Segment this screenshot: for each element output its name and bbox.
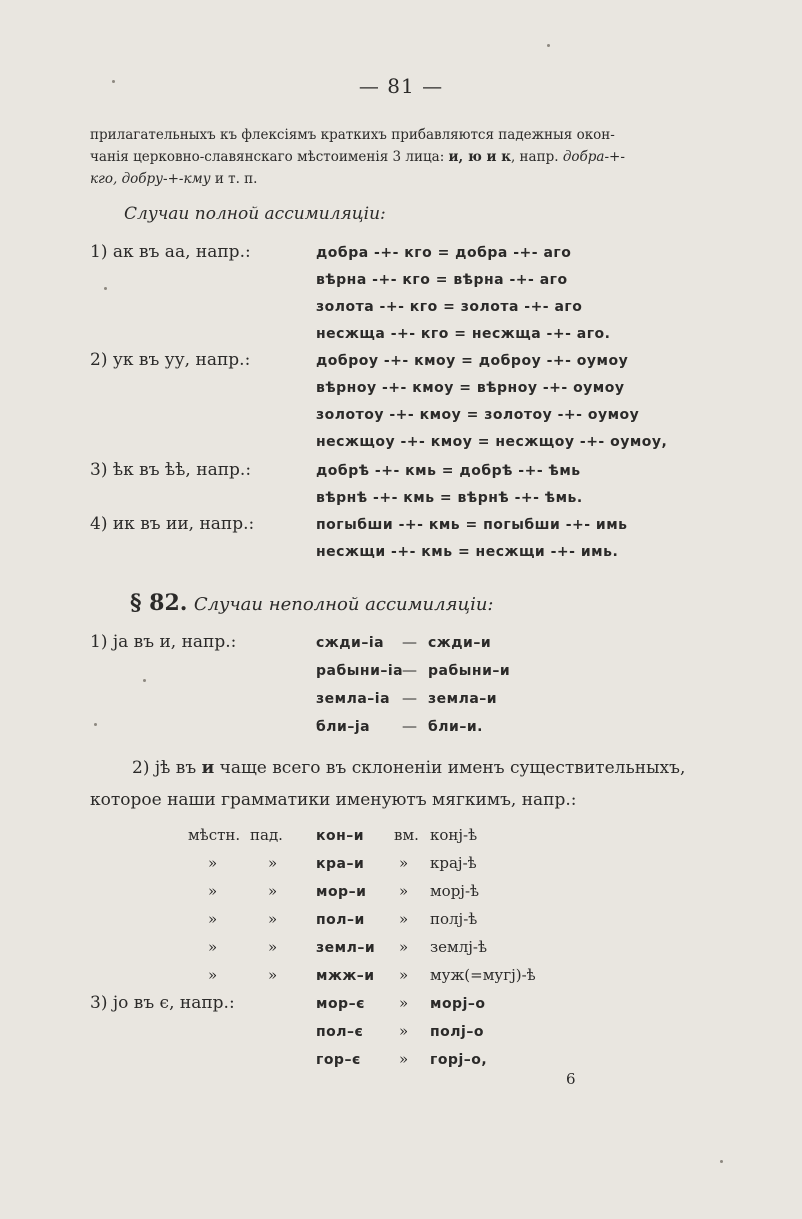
example-line: несжщоу -+- кмоу = несжщоу -+- оумоу, (316, 434, 668, 450)
table-cell: » (208, 910, 218, 928)
table-cell: » (268, 938, 278, 956)
group3-ditto: » (399, 1050, 409, 1068)
group3-right: полј–о (430, 1024, 484, 1040)
section-title: Случаи неполной ассимиляціи: (193, 594, 494, 615)
group3-right: горј–о, (430, 1052, 488, 1068)
example-line: вѣрнѣ -+- кмь = вѣрнѣ -+- ѣмь. (316, 490, 583, 506)
paragraph-2 (90, 752, 702, 816)
partial-left: рабыни–ia (316, 663, 404, 679)
table-cell: кон–и (316, 828, 365, 844)
table-cell: » (399, 882, 409, 900)
intro-example-1: добра-+- (562, 149, 625, 165)
group3-left: мор–є (316, 996, 365, 1012)
table-cell: » (399, 910, 409, 928)
sheet-signature: 6 (566, 1070, 576, 1088)
table-cell: мор–и (316, 884, 367, 900)
table-cell: » (208, 854, 218, 872)
table-cell: морј-ѣ (430, 882, 480, 900)
example-line: добра -+- кго = добра -+- аго (316, 245, 572, 261)
intro-text-4: и т. п. (210, 171, 258, 187)
group3-left: пол–є (316, 1024, 364, 1040)
example-line: несжща -+- кго = несжща -+- аго. (316, 326, 611, 342)
intro-text-1: прилагательныхъ къ флексіямъ краткихъ прибавляются падежныя окон- (90, 127, 615, 143)
paper-speck (112, 80, 115, 83)
table-cell: землј-ѣ (430, 938, 488, 956)
example-line: доброу -+- кмоу = доброу -+- оумоу (316, 353, 629, 369)
example-line: вѣрна -+- кго = вѣрна -+- аго (316, 272, 568, 288)
table-cell: » (399, 966, 409, 984)
intro-paragraph (90, 124, 702, 190)
para2-text-1: 2) јѣ въ (132, 758, 202, 778)
intro-example-1b: кго, (90, 171, 122, 187)
table-cell: » (268, 882, 278, 900)
partial-group-3-label: 3) јо въ є, напр.: (90, 993, 235, 1013)
intro-forms: и, ю и к (448, 149, 511, 165)
table-cell: пол–и (316, 912, 365, 928)
example-line: золотоу -+- кмоу = золотоу -+- оумоу (316, 407, 640, 423)
table-cell: » (208, 882, 218, 900)
example-line: добрѣ -+- кмь = добрѣ -+- ѣмь (316, 463, 581, 479)
partial-dash: — (402, 717, 417, 735)
paper-speck (720, 1160, 723, 1163)
group-4-label: 4) ик въ ии, напр.: (90, 514, 255, 534)
group3-right: морј–о (430, 996, 486, 1012)
group-2-label: 2) ук въ уу, напр.: (90, 350, 251, 370)
para2-bold: и (201, 758, 215, 778)
partial-dash: — (402, 633, 417, 651)
table-cell: вм. (394, 826, 419, 844)
partial-right: бли–и. (428, 719, 483, 735)
paper-speck (94, 723, 97, 726)
page-number: — 81 — (358, 74, 444, 98)
table-cell: полј-ѣ (430, 910, 478, 928)
table-cell: » (208, 938, 218, 956)
partial-right: земла–и (428, 691, 498, 707)
section-82-heading (130, 590, 494, 616)
intro-text-3: , напр. (510, 149, 563, 165)
table-cell: » (268, 854, 278, 872)
group-1-label: 1) ак въ аа, напр.: (90, 242, 251, 262)
full-assimilation-heading: Случаи полной ассимиляціи: (124, 204, 386, 224)
example-line: погыбши -+- кмь = погыбши -+- имь (316, 517, 628, 533)
table-cell: мѣстн. (188, 826, 241, 844)
group3-ditto: » (399, 994, 409, 1012)
table-cell: » (268, 966, 278, 984)
partial-dash: — (402, 689, 417, 707)
para2-text-2: чаще всего въ склоненіи именъ существительныхъ, которое наши грамматики именуютъ мягкимъ, напр.: (90, 758, 686, 810)
partial-left: земла–ia (316, 691, 391, 707)
paper-speck (547, 44, 550, 47)
table-cell: » (268, 910, 278, 928)
group3-left: гор–є (316, 1052, 361, 1068)
paper-speck (104, 287, 107, 290)
partial-right: рабыни–и (428, 663, 511, 679)
table-cell: земл–и (316, 940, 376, 956)
table-cell: конј-ѣ (430, 826, 478, 844)
partial-left: сжди–ia (316, 635, 385, 651)
section-number: § 82. (130, 590, 188, 616)
table-cell: кра–и (316, 856, 365, 872)
partial-left: бли–ja (316, 719, 371, 735)
partial-group-1-label: 1) ја въ и, напр.: (90, 632, 237, 652)
table-cell: муж(=мугј)-ѣ (430, 966, 536, 984)
intro-text-2: чанія церковно-славянскаго мѣстоименія 3 лица: (90, 149, 449, 165)
partial-right: сжди–и (428, 635, 492, 651)
paper-speck (143, 679, 146, 682)
table-cell: крај-ѣ (430, 854, 477, 872)
example-line: вѣрноу -+- кмоу = вѣрноу -+- оумоу (316, 380, 625, 396)
intro-example-2: добру-+-кму (121, 171, 211, 187)
table-cell: » (399, 938, 409, 956)
table-cell: » (399, 854, 409, 872)
partial-dash: — (402, 661, 417, 679)
example-line: золота -+- кго = золота -+- аго (316, 299, 583, 315)
table-cell: пад. (250, 826, 283, 844)
example-line: несжщи -+- кмь = несжщи -+- имь. (316, 544, 619, 560)
table-cell: мжж–и (316, 968, 375, 984)
group3-ditto: » (399, 1022, 409, 1040)
table-cell: » (208, 966, 218, 984)
group-3-label: 3) ѣк въ ѣѣ, напр.: (90, 460, 252, 480)
